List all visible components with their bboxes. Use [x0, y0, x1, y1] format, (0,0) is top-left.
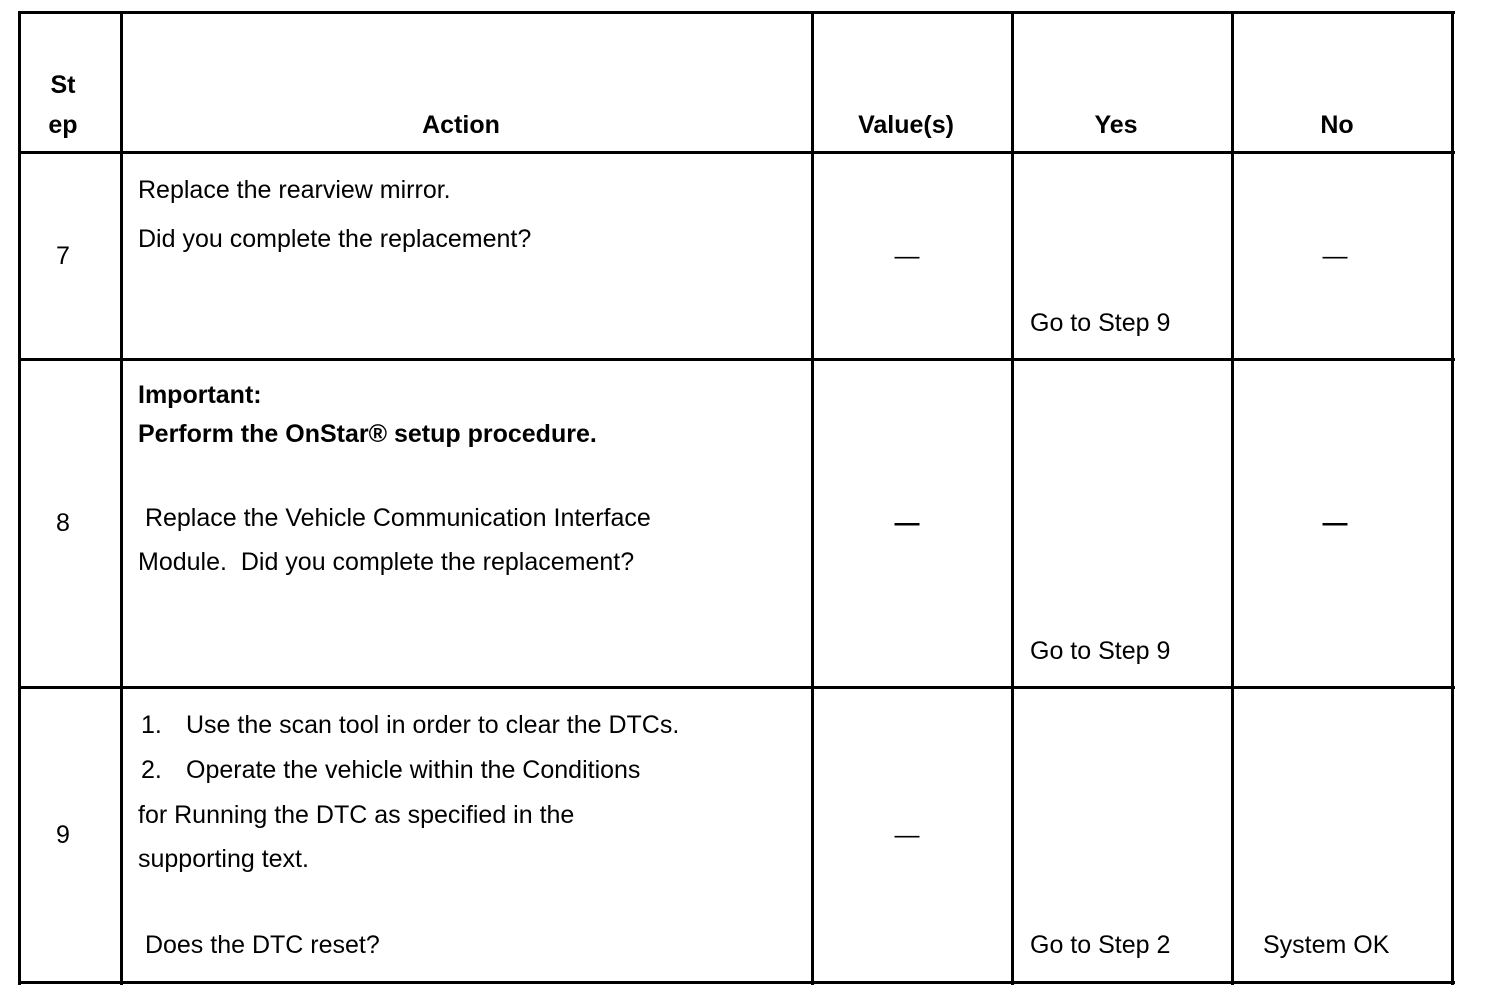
- row-8-action-line2: Module. Did you complete the replacement?: [138, 548, 635, 576]
- row-9-question: Does the DTC reset?: [138, 931, 380, 959]
- column-divider: [120, 11, 123, 985]
- header-divider: [18, 151, 1455, 154]
- row-7-step: 7: [56, 242, 70, 270]
- column-divider: [1011, 11, 1014, 985]
- row-7-yes: Go to Step 9: [1030, 309, 1171, 337]
- row-8-step: 8: [56, 509, 70, 537]
- row-divider: [18, 686, 1455, 689]
- table-border-left: [18, 11, 21, 985]
- header-no: No: [1320, 111, 1354, 139]
- header-yes: Yes: [1094, 111, 1138, 139]
- header-values: Value(s): [858, 111, 954, 139]
- header-action: Action: [422, 111, 500, 139]
- row-9-list-1-number: 1.: [141, 711, 162, 739]
- table-border-bottom: [18, 981, 1455, 984]
- row-8-value: —: [894, 509, 920, 537]
- row-9-no: System OK: [1263, 931, 1390, 959]
- column-divider: [811, 11, 814, 985]
- row-7-action-line1: Replace the rearview mirror.: [138, 176, 451, 204]
- column-divider: [1231, 11, 1234, 985]
- row-9-value: —: [894, 821, 920, 849]
- row-9-list-2-text: Operate the vehicle within the Conditions: [186, 756, 641, 784]
- table-border-top: [18, 11, 1455, 14]
- row-9-yes: Go to Step 2: [1030, 931, 1171, 959]
- row-divider: [18, 358, 1455, 361]
- row-7-action-line2: Did you complete the replacement?: [138, 225, 532, 253]
- row-9-list-1-text: Use the scan tool in order to clear the DTCs.: [186, 711, 680, 739]
- row-7-no: —: [1322, 242, 1348, 270]
- header-step-line1: St: [50, 71, 76, 99]
- row-8-important-label: Important:: [138, 381, 262, 409]
- row-9-list-2-number: 2.: [141, 756, 162, 784]
- row-9-action-line3: for Running the DTC as specified in the: [138, 801, 575, 829]
- row-9-action-line4: supporting text.: [138, 845, 309, 873]
- row-8-no: —: [1322, 509, 1348, 537]
- row-7-value: —: [894, 242, 920, 270]
- row-8-important-text: Perform the OnStar® setup procedure.: [138, 420, 597, 448]
- row-9-step: 9: [56, 821, 70, 849]
- row-8-yes: Go to Step 9: [1030, 637, 1171, 665]
- header-step-line2: ep: [48, 111, 78, 139]
- row-8-action-line1: Replace the Vehicle Communication Interface: [138, 504, 651, 532]
- table-border-right: [1451, 11, 1454, 985]
